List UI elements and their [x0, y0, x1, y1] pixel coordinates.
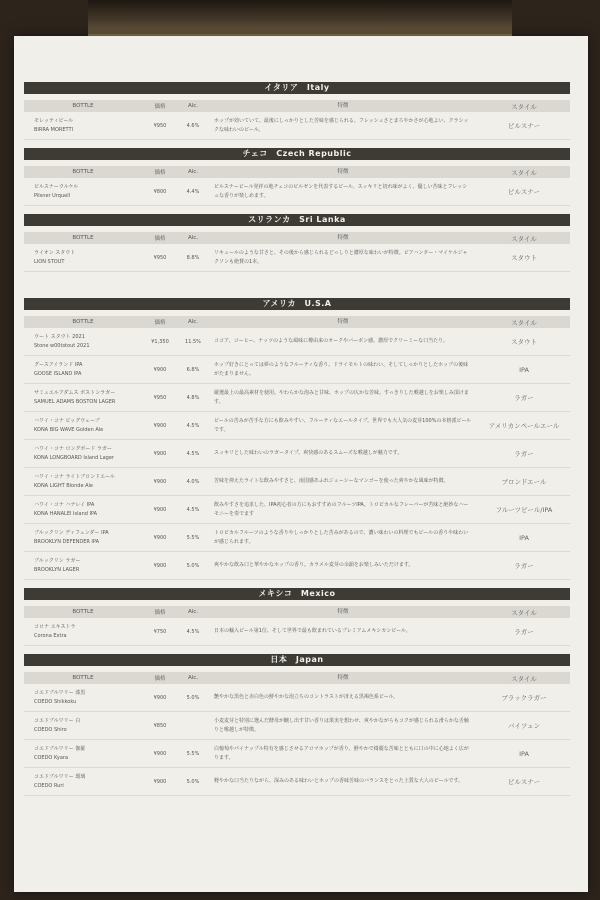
description-cell: ホップ好きにとっては夢のようなフルーティな香り。ドライモルトの味わい、そしてしっかりとしたホップの後味がたまりません。: [214, 361, 469, 377]
table-row: [24, 496, 570, 524]
header-description: 特徴: [337, 102, 349, 109]
beer-name-cell: [24, 773, 142, 791]
description-cell: 日本の輸入ビール第1位、そして世界で最も飲まれているプレミアムメキシカンビール。: [214, 628, 411, 634]
beer-name-en: COEDO Shiro: [34, 726, 67, 733]
beer-name-cell: [24, 333, 142, 351]
description-cell: 爽やかな飲み口と華やかなホップの香り。カラメル麦芽の余韻をお楽しみいただけます。: [214, 562, 414, 568]
abv-cell: 5.5%: [186, 750, 200, 757]
price-cell: ¥900: [153, 694, 167, 701]
style-cell: IPA: [519, 533, 529, 542]
header-bottle: BOTTLE: [72, 674, 94, 681]
beer-table: [24, 672, 570, 796]
header-abv: Alc.: [187, 235, 199, 241]
table-row: [24, 412, 570, 440]
table-row: [24, 328, 570, 356]
abv-cell: 4.5%: [186, 422, 200, 429]
price-cell: ¥900: [153, 506, 167, 513]
description-cell: スッキリとした味わいのラガータイプ。爽快感のあるスムーズな喉越しが魅力です。: [214, 450, 403, 456]
beer-name-en: KONA LONGBOARD Island Lager: [34, 454, 114, 461]
beer-name-jp: ハワイ・コナ ハナレイ IPA: [34, 501, 95, 508]
header-price: 価格: [154, 320, 166, 326]
beer-name-cell: [24, 689, 142, 707]
beer-name-jp: コロナ エキストラ: [34, 623, 76, 630]
beer-name-jp: グースアイランド IPA: [34, 361, 83, 368]
beer-name-jp: コエドブルワリー 伽羅: [34, 745, 86, 752]
beer-name-cell: [24, 717, 142, 735]
style-cell: ラガー: [514, 628, 534, 636]
table-header: [24, 100, 570, 112]
beer-name-cell: [24, 623, 142, 641]
description-cell: 軽やかな口当たりながら、深みのある味わいとホップの香味苦味のバランスをとった上質な大人のビールです。: [214, 778, 464, 784]
header-price: 価格: [154, 170, 166, 176]
price-cell: ¥900: [153, 422, 167, 429]
description-cell: ビールの苦みが苦手な方にも飲みやすい、フルーティなエールタイプ。世界でも大人気の麦芽100%の本格派ビールです。: [214, 417, 472, 433]
beer-name-jp: コエドブルワリー 瑠璃: [34, 773, 86, 780]
table-row: [24, 244, 570, 272]
beer-table: [24, 316, 570, 580]
beer-name-en: BROOKLYN DEFENDER IPA: [34, 538, 100, 545]
beer-name-en: COEDO Kyara: [34, 754, 69, 761]
country-section: [24, 298, 570, 580]
beer-name-en: COEDO Shikkoku: [34, 698, 77, 705]
beer-name-jp: ハワイ・コナ ビッグウェーブ: [34, 417, 100, 424]
price-cell: ¥850: [153, 722, 167, 729]
abv-cell: 5.0%: [186, 562, 200, 569]
beer-name-en: Corona Extra: [34, 632, 67, 639]
beer-name-jp: ライオン スタウト: [34, 249, 76, 256]
style-cell: バイツェン: [507, 722, 541, 730]
style-cell: ブラックラガー: [501, 694, 547, 702]
description-cell: ホップが効いていて、最後にしっかりとした苦味を感じられる。フレッシュさとまろやかさが心地よい、クラシックな味わいのビール。: [214, 117, 469, 133]
price-cell: ¥900: [153, 366, 167, 373]
beer-name-cell: [24, 445, 142, 463]
header-style: スタイル: [511, 102, 537, 111]
description-cell: 苦味を抑えたライトな飲みやすさと、南国感あふれジューシーなマンゴーを使った爽やかな風味が特徴。: [214, 478, 449, 484]
abv-cell: 6.8%: [186, 366, 200, 373]
clipboard-clip: [88, 0, 512, 36]
beer-name-cell: [24, 473, 142, 491]
header-style: スタイル: [511, 168, 537, 177]
beer-name-en: LION STOUT: [34, 258, 65, 265]
country-title: チェコ Czech Republic: [24, 148, 570, 160]
beer-name-en: SAMUEL ADAMS BOSTON LAGER: [34, 398, 116, 405]
price-cell: ¥750: [153, 628, 167, 635]
header-description: 特徴: [337, 234, 349, 241]
country-title: メキシコ Mexico: [24, 588, 570, 600]
header-price: 価格: [154, 236, 166, 242]
description-cell: トロピカルフルーツのような香りやしっかりとした苦みがあるので、濃い味わいの料理でもビールの香りや味わいが感じられます。: [214, 529, 469, 545]
table-row: [24, 524, 570, 552]
country-section: [24, 214, 570, 272]
beer-name-jp: コエドブルワリー 漆黒: [34, 689, 86, 696]
style-cell: フルーツビール/IPA: [495, 506, 553, 514]
beer-name-en: KONA BIG WAVE Golden Ale: [34, 426, 104, 433]
price-cell: ¥900: [153, 534, 167, 541]
header-description: 特徴: [337, 674, 349, 681]
country-title: 日本 Japan: [24, 654, 570, 666]
header-style: スタイル: [511, 318, 537, 327]
beer-name-en: BROOKLYN LAGER: [34, 566, 80, 573]
beer-name-cell: [24, 501, 142, 519]
beer-name-cell: [24, 389, 142, 407]
price-cell: ¥900: [153, 750, 167, 757]
price-cell: ¥950: [153, 394, 167, 401]
beer-name-en: Stone w00tstout 2021: [34, 342, 90, 349]
header-bottle: BOTTLE: [72, 102, 94, 109]
beer-name-jp: モレッティビール: [34, 117, 74, 124]
beer-name-cell: [24, 117, 142, 135]
table-row: [24, 440, 570, 468]
country-title: スリランカ Sri Lanka: [24, 214, 570, 226]
country-title: アメリカ U.S.A: [24, 298, 570, 310]
description-cell: 白葡萄やパイナップル特有を感じさせるアロマホップが香り、鮮やかで綺麗な苦味とともに口の中に心地よく広がります。: [214, 745, 469, 761]
abv-cell: 5.0%: [186, 694, 200, 701]
price-cell: ¥800: [153, 188, 167, 195]
price-cell: ¥900: [153, 778, 167, 785]
price-cell: ¥950: [153, 122, 167, 129]
beer-name-en: BIRRA MORETTI: [34, 126, 74, 133]
table-header: [24, 232, 570, 244]
abv-cell: 4.5%: [186, 628, 200, 635]
header-description: 特徴: [337, 168, 349, 175]
abv-cell: 4.0%: [186, 478, 200, 485]
header-style: スタイル: [511, 234, 537, 243]
style-cell: ブロンドエール: [501, 478, 547, 486]
style-cell: スタウト: [511, 338, 537, 346]
beer-name-en: KONA HANALEI Island IPA: [34, 510, 98, 517]
header-description: 特徴: [337, 608, 349, 615]
beer-name-jp: ブルックリン ディフェンダー IPA: [34, 529, 109, 536]
description-cell: 飲みやすさを追求した、IPA初心者の方にもおすすめのフルーツIPA。トロピカルなフレーバーが苦味と絶妙なハーモニーを奏でます: [214, 501, 469, 517]
table-row: [24, 356, 570, 384]
header-price: 価格: [154, 610, 166, 616]
table-row: [24, 684, 570, 712]
table-header: [24, 672, 570, 684]
table-row: [24, 618, 570, 646]
abv-cell: 8.8%: [186, 254, 200, 261]
style-cell: ラガー: [514, 394, 534, 402]
header-bottle: BOTTLE: [72, 168, 94, 175]
style-cell: ピルスナー: [507, 188, 541, 196]
country-section: [24, 654, 570, 796]
header-style: スタイル: [511, 674, 537, 683]
price-cell: ¥900: [153, 562, 167, 569]
abv-cell: 4.8%: [186, 394, 200, 401]
style-cell: IPA: [519, 749, 529, 758]
beer-name-jp: ウート スタウト 2021: [34, 333, 85, 340]
price-cell: ¥950: [153, 254, 167, 261]
table-row: [24, 552, 570, 580]
header-style: スタイル: [511, 608, 537, 617]
table-row: [24, 384, 570, 412]
beer-name-cell: [24, 557, 142, 575]
beer-name-jp: ハワイ・コナ ロングボード ラガー: [34, 445, 112, 452]
beer-menu: [24, 58, 570, 796]
beer-name-en: KONA LIGHT Blonde Ale: [34, 482, 94, 489]
abv-cell: 11.5%: [185, 338, 201, 345]
country-section: [24, 148, 570, 206]
beer-name-jp: ハワイ・コナ ライトブロンドエール: [34, 473, 115, 480]
header-price: 価格: [154, 676, 166, 682]
style-cell: ピルスナー: [507, 778, 541, 786]
country-section: [24, 588, 570, 646]
description-cell: ピルスナービール発祥の地チェコのピルゼンを代表するビール。スッキリと切れ味がよく、優しい苦味とフレッシュな香りが楽しめます。: [214, 183, 468, 199]
price-cell: ¥900: [153, 450, 167, 457]
table-row: [24, 112, 570, 140]
beer-table: [24, 606, 570, 646]
style-cell: スタウト: [511, 254, 537, 262]
header-abv: Alc.: [187, 675, 199, 681]
table-row: [24, 740, 570, 768]
abv-cell: 4.5%: [186, 506, 200, 513]
beer-name-jp: ピルスナーウルケル: [34, 183, 79, 190]
header-abv: Alc.: [187, 103, 199, 109]
price-cell: ¥1,350: [151, 338, 169, 345]
table-header: [24, 606, 570, 618]
abv-cell: 4.4%: [186, 188, 200, 195]
table-row: [24, 468, 570, 496]
beer-table: [24, 166, 570, 206]
table-header: [24, 316, 570, 328]
beer-name-cell: [24, 249, 142, 267]
style-cell: ラガー: [514, 562, 534, 570]
abv-cell: 5.0%: [186, 778, 200, 785]
header-abv: Alc.: [187, 609, 199, 615]
header-abv: Alc.: [187, 319, 199, 325]
beer-name-jp: コエドブルワリー 白: [34, 717, 81, 724]
header-bottle: BOTTLE: [72, 318, 94, 325]
header-bottle: BOTTLE: [72, 608, 94, 615]
description-cell: ココア、コーヒー、ナッツのような風味に樽由来のオークやバーボン感。濃厚でクリーミーな口当たり。: [214, 338, 449, 344]
header-bottle: BOTTLE: [72, 234, 94, 241]
beer-name-cell: [24, 361, 142, 379]
header-abv: Alc.: [187, 169, 199, 175]
header-description: 特徴: [337, 318, 349, 325]
style-cell: アメリカンペールエール: [488, 422, 560, 430]
beer-name-jp: ブルックリン ラガー: [34, 557, 81, 564]
table-row: [24, 712, 570, 740]
price-cell: ¥900: [153, 478, 167, 485]
beer-name-en: Pilsner Urquell: [34, 192, 71, 199]
table-row: [24, 768, 570, 796]
header-price: 価格: [154, 104, 166, 110]
beer-name-jp: サミュエルアダムス ボストンラガー: [34, 389, 116, 396]
beer-name-en: GOOSE ISLAND IPA: [34, 370, 82, 377]
table-row: [24, 178, 570, 206]
abv-cell: 4.6%: [186, 122, 200, 129]
beer-table: [24, 232, 570, 272]
country-title: イタリア Italy: [24, 82, 570, 94]
beer-name-cell: [24, 529, 142, 547]
description-cell: リキュールのような甘さと、その後から感じられるどっしりと濃厚な味わいが特徴。ビアハンター・マイケルジャクソンも絶賛の1本。: [214, 249, 468, 265]
beer-name-en: COEDO Ruri: [34, 782, 64, 789]
description-cell: 艶やかな黒色と赤白色の鮮やかな泡立ちのコントラストが冴える黒褐色系ビール。: [214, 694, 399, 700]
description-cell: 厳選最上の最高素材を使用。やわらかな泡みと甘味、ホップの仄かな苦味。すっきりした喉越しをお楽しみ頂けます。: [214, 389, 469, 405]
abv-cell: 4.5%: [186, 450, 200, 457]
country-section: [24, 82, 570, 140]
beer-name-cell: [24, 745, 142, 763]
table-header: [24, 166, 570, 178]
abv-cell: 5.5%: [186, 534, 200, 541]
style-cell: IPA: [519, 365, 529, 374]
beer-name-cell: [24, 417, 142, 435]
description-cell: 小麦麦芽と特別に選んだ酵母が醸し出す甘い香りは果実を想わせ、爽やかながらもコクが感じられる滑らかな舌触りと喉越しが特徴。: [214, 717, 469, 733]
style-cell: ラガー: [514, 450, 534, 458]
beer-name-cell: [24, 183, 142, 201]
beer-table: [24, 100, 570, 140]
style-cell: ピルスナー: [507, 122, 541, 130]
